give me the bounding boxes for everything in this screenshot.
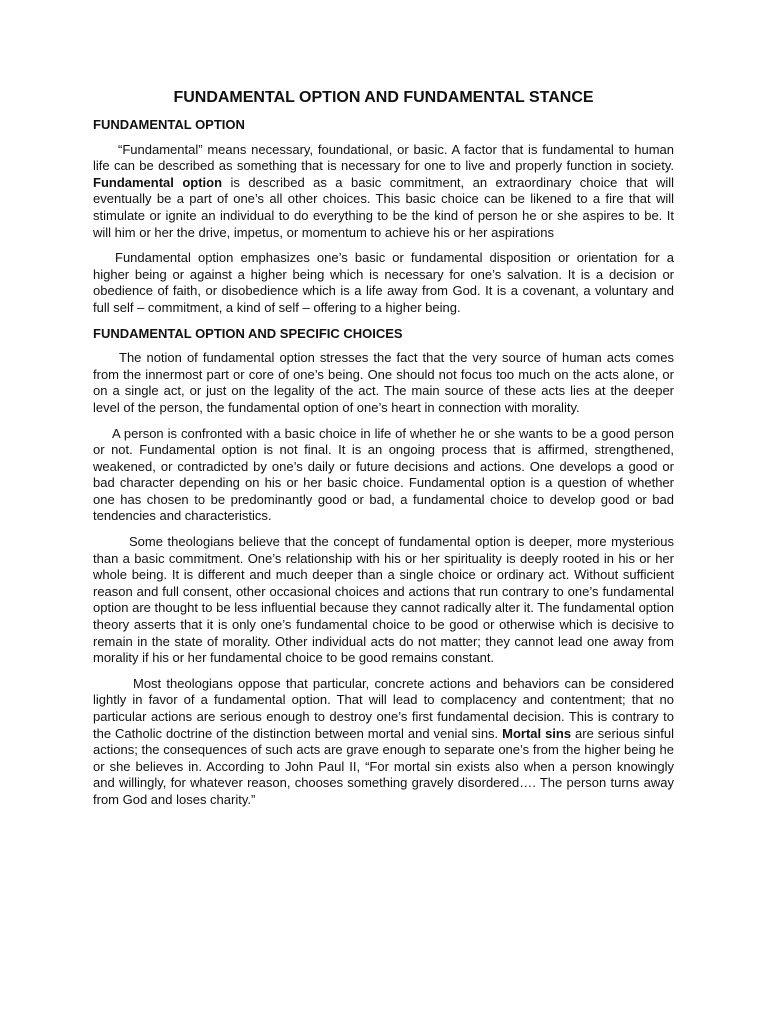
paragraph-text: “Fundamental” means necessary, foundational, or basic. A factor that is fundamental to human life can be described as something that is necessary for one to live and properly function in society.: [93, 141, 674, 174]
paragraph-text: Most theologians oppose that particular, concrete actions and behaviors can be considered lightly in favor of a fundamental option. That will lead to complacency and contentment; that no particular actions are serious enough to destroy one’s first fundamental decision. This is contrary to the Catholic doctrine of the distinction between mortal and venial sins.: [93, 675, 674, 741]
paragraph: [93, 676, 674, 809]
bold-term: Fundamental option: [93, 174, 223, 190]
paragraph: Some theologians believe that the concept of fundamental option is deeper, more mysterious than a basic commitment. One’s relationship with his or her spirituality is deeply rooted in his or her whole being. It is different and much deeper than a single choice or ordinary act. Without sufficient reason and full consent, other occasional choices and actions that run contrary to one’s fundamental option are thought to be less influential because they cannot radically alter it. The fundamental option theory asserts that it is only one’s fundamental choice to be good or otherwise which is decisive to remain in the state of morality. Other individual acts do not matter; they cannot lead one away from morality if his or her fundamental choice to be good remains constant.: [93, 534, 674, 666]
section-fundamental-option: [93, 117, 674, 317]
paragraph: The notion of fundamental option stresses the fact that the very source of human acts comes from the innermost part or core of one’s being. One should not focus too much on the acts alone, or on a single act, or just on the legality of the act. The main source of these acts lies at the deeper level of the person, the fundamental option of one’s heart in connection with morality.: [93, 350, 674, 415]
section-heading: FUNDAMENTAL OPTION: [93, 117, 245, 132]
paragraph-text: is described as a basic commitment, an extraordinary choice that will eventually be a part of one’s all other choices. This basic choice can be likened to a fire that will stimulate or ignite an individual to do everything to be the kind of person he or she aspires to be. It will him or her the drive, impetus, or momentum to achieve his or her aspirations: [93, 174, 674, 240]
bold-term: Mortal sins: [502, 725, 572, 741]
paragraph: [93, 142, 674, 242]
document-body: [93, 88, 674, 818]
section-heading: FUNDAMENTAL OPTION AND SPECIFIC CHOICES: [93, 325, 403, 341]
paragraph: Fundamental option emphasizes one’s basic or fundamental disposition or orientation for a higher being or against a higher being which is necessary for one’s salvation. It is a decision or obedience of faith, or disobedience which is a life away from God. It is a covenant, a voluntary and full self – commitment, a kind of self – offering to a higher being.: [93, 250, 674, 315]
paragraph: A person is confronted with a basic choice in life of whether he or she wants to be a good person or not. Fundamental option is not final. It is an ongoing process that is affirmed, strengthened, weakened, or contradicted by one’s daily or future decisions and actions. One develops a good or bad character depending on his or her basic choice. Fundamental option is a question of whether one has chosen to be predominantly good or bad, a fundamental choice to develop good or bad tendencies and characteristics.: [93, 425, 674, 524]
paragraph-text: are serious sinful actions; the consequences of such acts are grave enough to separate one’s from the higher being he or she believes in. According to John Paul II, “For mortal sin exists also when a person knowingly and willingly, for whatever reason, chooses something gravely disordered…. The person turns away from God and loses charity.”: [93, 725, 674, 807]
document-title: FUNDAMENTAL OPTION AND FUNDAMENTAL STANCE: [173, 89, 594, 106]
section-specific-choices: [93, 326, 674, 809]
